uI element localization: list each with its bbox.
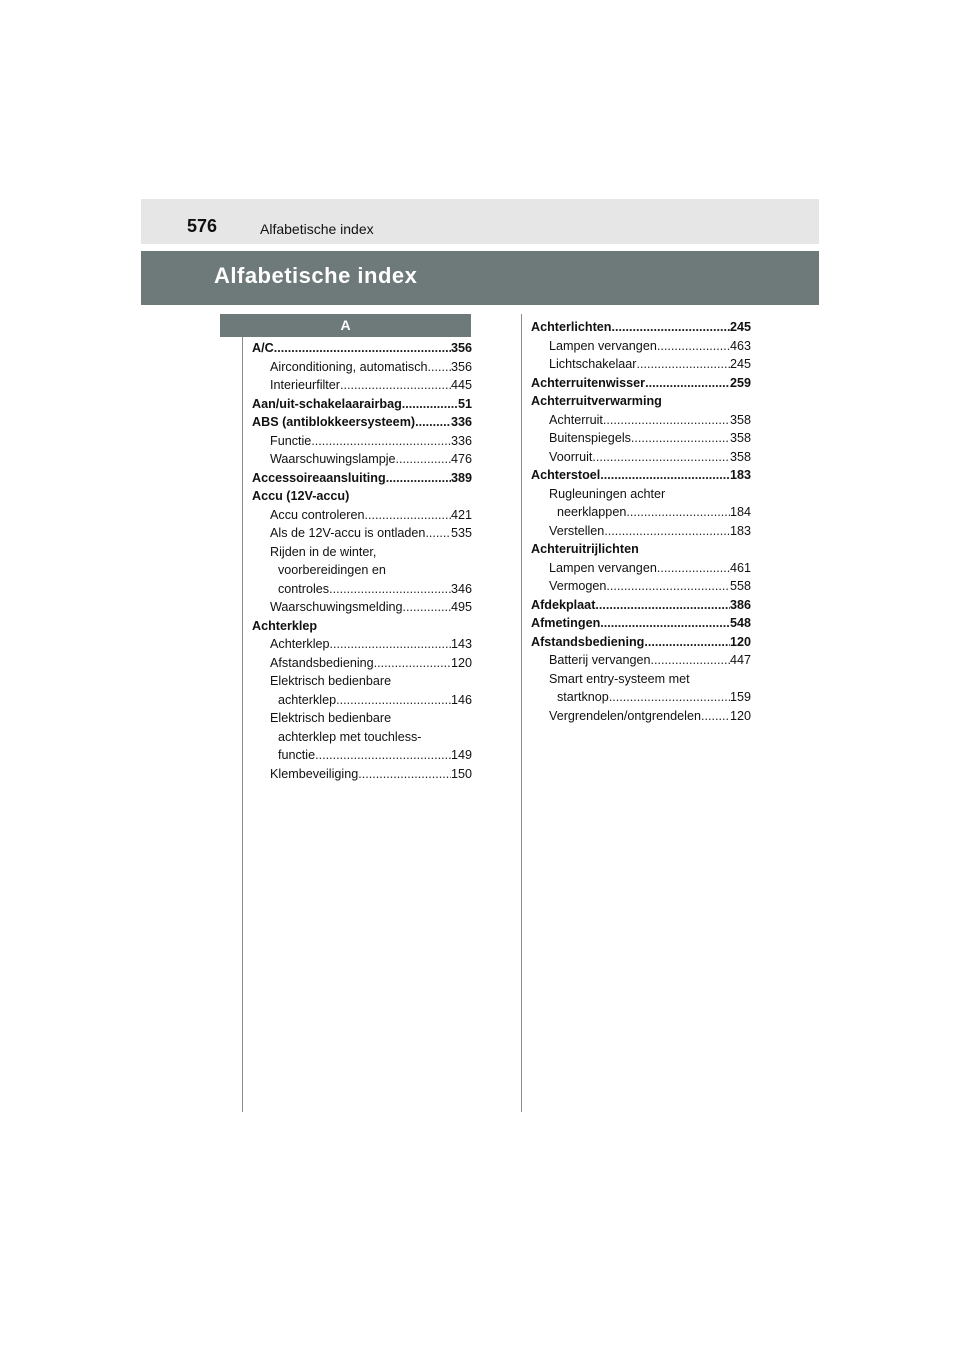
index-entry-sub <box>531 429 751 447</box>
index-entry-text: Waarschuwingslampje <box>270 452 396 466</box>
index-page-number: 445 <box>450 378 472 392</box>
index-entry-text: Lampen vervangen <box>549 560 657 575</box>
index-entry-main <box>252 487 472 505</box>
index-entry-text: Achterruit <box>549 412 603 427</box>
index-page-number: 358 <box>729 431 751 445</box>
index-page-number: 356 <box>450 359 472 374</box>
index-entry-text: Afstandsbediening <box>270 655 374 670</box>
index-entry-sub <box>531 448 751 466</box>
index-entry-sub <box>252 376 472 394</box>
index-page-number: 461 <box>729 560 751 575</box>
index-page-number: 548 <box>729 616 751 630</box>
index-entry-main <box>531 596 751 614</box>
middle-column-divider <box>521 314 522 1112</box>
index-page-number: 120 <box>729 708 751 723</box>
index-entry-text: Accu controleren <box>270 507 365 522</box>
dot-leader <box>415 413 451 431</box>
dot-leader <box>657 337 730 355</box>
index-entry-sub <box>252 524 472 542</box>
index-entry-sub <box>252 598 472 616</box>
index-entry-text: Achteruitrijlichten <box>531 542 639 556</box>
index-entry-text: functie <box>278 748 316 762</box>
index-entry-main <box>531 633 751 651</box>
dot-leader <box>329 580 451 598</box>
index-entry-main <box>252 469 472 487</box>
index-page-number: 358 <box>729 412 751 427</box>
index-page-number: 146 <box>450 692 472 707</box>
index-page-number: 336 <box>450 415 472 429</box>
index-entry-sub <box>252 672 472 690</box>
index-page-number: 184 <box>729 505 751 519</box>
index-entry-main <box>531 392 751 410</box>
index-entry-text: Afstandsbediening <box>531 634 645 649</box>
index-entry-text: Elektrisch bedienbare <box>270 711 392 725</box>
index-entry-sub <box>531 411 751 429</box>
index-entry-text: Smart entry-systeem met <box>549 671 690 686</box>
index-page-number: 495 <box>450 600 472 614</box>
index-entry-main <box>252 339 472 357</box>
index-entry-text: Verstellen <box>549 523 605 538</box>
index-page-number: 389 <box>450 470 472 485</box>
left-column-divider <box>242 314 243 1112</box>
index-entry-text: Functie <box>270 433 312 448</box>
index-entry-sub <box>531 651 751 669</box>
index-page-number: 183 <box>729 468 751 482</box>
index-page-number: 120 <box>729 634 751 649</box>
index-entry-text: Achterruitenwisser <box>531 375 646 390</box>
index-entry-text: Klembeveiliging <box>270 766 359 781</box>
dot-leader <box>403 598 451 616</box>
dot-leader <box>330 635 451 653</box>
index-entry-text: Achterklep <box>252 618 318 633</box>
index-page-number: 51 <box>457 396 472 411</box>
index-page-number: 150 <box>450 766 472 781</box>
page-title: Alfabetische index <box>214 263 418 288</box>
dot-leader <box>340 376 451 394</box>
index-entry-sub <box>252 450 472 468</box>
index-entry-text: Voorruit <box>549 449 593 464</box>
index-entry-sub <box>531 670 751 688</box>
dot-leader <box>604 522 730 540</box>
index-entry-main <box>252 617 472 635</box>
dot-leader <box>425 524 451 542</box>
dot-leader <box>645 374 730 392</box>
index-page-number: 159 <box>729 690 751 704</box>
index-entry-sub <box>252 432 472 450</box>
dot-leader <box>701 707 730 725</box>
index-entry-sub <box>252 635 472 653</box>
index-entry-text: Elektrisch bedienbare <box>270 674 392 688</box>
index-entry-text: Waarschuwingsmelding <box>270 600 403 614</box>
page-number: 576 <box>187 216 218 236</box>
index-entry-sub <box>252 709 472 727</box>
index-entry-text: Airconditioning, automatisch <box>270 359 428 374</box>
index-entry-sub <box>531 503 751 521</box>
index-entry-text: Lichtschakelaar <box>549 357 637 371</box>
index-entry-main <box>531 318 751 336</box>
index-page-number: 447 <box>729 653 751 667</box>
index-entry-main <box>252 395 472 413</box>
index-page-number: 346 <box>450 581 472 596</box>
index-entry-sub <box>531 688 751 706</box>
index-entry-sub <box>252 543 472 561</box>
index-entry-text: Aan/uit-schakelaarairbag <box>252 396 402 411</box>
index-entry-text: Buitenspiegels <box>549 431 631 445</box>
index-entry-text: neerklappen <box>557 505 627 519</box>
dot-leader <box>595 596 730 614</box>
index-entry-text: Achterruitverwarming <box>531 394 662 408</box>
index-entry-main <box>531 540 751 558</box>
index-entry-text: Rijden in de winter, <box>270 544 377 559</box>
index-page-number: 421 <box>450 507 472 522</box>
dot-leader <box>365 506 451 524</box>
dot-leader <box>315 746 451 764</box>
index-entry-text: Achterlichten <box>531 320 612 334</box>
dot-leader <box>336 691 451 709</box>
index-entry-text: achterklep <box>278 692 337 707</box>
index-entry-sub <box>252 691 472 709</box>
dot-leader <box>637 355 730 373</box>
dot-leader <box>644 633 730 651</box>
index-page-number: 183 <box>729 523 751 538</box>
index-entry-text: Afdekplaat <box>531 597 596 612</box>
index-entry-sub <box>531 355 751 373</box>
dot-leader <box>374 654 451 672</box>
index-page-number: 558 <box>729 579 751 593</box>
dot-leader <box>651 651 730 669</box>
index-entry-sub <box>252 358 472 376</box>
index-entry-text: Interieurfilter <box>270 378 340 392</box>
dot-leader <box>396 450 451 468</box>
index-entry-text: Lampen vervangen <box>549 338 657 353</box>
dot-leader <box>428 358 451 376</box>
index-entry-sub <box>252 506 472 524</box>
index-entry-text: controles <box>278 581 330 596</box>
index-entry-sub <box>252 765 472 783</box>
index-entry-text: Accu (12V-accu) <box>252 489 350 503</box>
index-entry-main <box>531 466 751 484</box>
dot-leader <box>358 765 451 783</box>
index-page-number: 245 <box>729 357 751 371</box>
dot-leader <box>603 411 730 429</box>
index-page-number: 535 <box>450 526 472 540</box>
index-entry-sub <box>252 561 472 579</box>
dot-leader <box>592 448 730 466</box>
index-page-number: 120 <box>450 655 472 670</box>
dot-leader <box>386 469 451 487</box>
dot-leader <box>606 577 730 595</box>
index-page-number: 358 <box>729 449 751 464</box>
index-entry-text: achterklep met touchless- <box>278 729 422 744</box>
index-entry-sub <box>252 746 472 764</box>
index-entry-text: Als de 12V-accu is ontladen <box>270 526 426 540</box>
index-page-number: 336 <box>450 433 472 448</box>
header-label: Alfabetische index <box>260 221 374 237</box>
index-entry-main <box>252 413 472 431</box>
index-entry-text: Afmetingen <box>531 616 601 630</box>
dot-leader <box>609 688 730 706</box>
dot-leader <box>611 318 730 336</box>
index-entry-text: Vergrendelen/ontgrendelen <box>549 708 701 723</box>
dot-leader <box>402 395 458 413</box>
dot-leader <box>626 503 730 521</box>
index-entry-text: ABS (antiblokkeersysteem) <box>252 415 416 429</box>
index-entry-sub <box>531 559 751 577</box>
index-page-number: 143 <box>450 637 472 651</box>
index-entry-sub <box>252 728 472 746</box>
dot-leader <box>274 339 451 357</box>
index-entry-main <box>531 374 751 392</box>
index-entry-sub <box>531 485 751 503</box>
index-entry-text: startknop <box>557 690 609 704</box>
index-entry-sub <box>531 577 751 595</box>
index-page-number: 259 <box>729 375 751 390</box>
index-entry-sub <box>252 580 472 598</box>
index-page-number: 386 <box>729 597 751 612</box>
index-entry-text: Batterij vervangen <box>549 653 651 667</box>
dot-leader <box>311 432 451 450</box>
section-letter: A <box>220 314 471 337</box>
index-entry-text: A/C <box>252 341 274 355</box>
index-entry-text: Accessoireaansluiting <box>252 470 386 485</box>
index-entry-text: Rugleuningen achter <box>549 486 666 501</box>
index-page-number: 356 <box>450 341 472 355</box>
index-entry-sub <box>531 522 751 540</box>
index-entry-text: voorbereidingen en <box>278 563 386 577</box>
dot-leader <box>600 614 730 632</box>
index-page-number: 149 <box>450 748 472 762</box>
index-entry-sub <box>252 654 472 672</box>
index-entry-sub <box>531 337 751 355</box>
header-bar <box>141 199 819 244</box>
index-page-number: 245 <box>729 320 751 334</box>
index-entry-main <box>531 614 751 632</box>
index-page-number: 476 <box>450 452 472 466</box>
dot-leader <box>600 466 730 484</box>
dot-leader <box>631 429 730 447</box>
index-entry-text: Achterstoel <box>531 468 601 482</box>
index-entry-text: Achterklep <box>270 637 330 651</box>
index-entry-sub <box>531 707 751 725</box>
index-page-number: 463 <box>729 338 751 353</box>
dot-leader <box>657 559 730 577</box>
index-entry-text: Vermogen <box>549 579 607 593</box>
